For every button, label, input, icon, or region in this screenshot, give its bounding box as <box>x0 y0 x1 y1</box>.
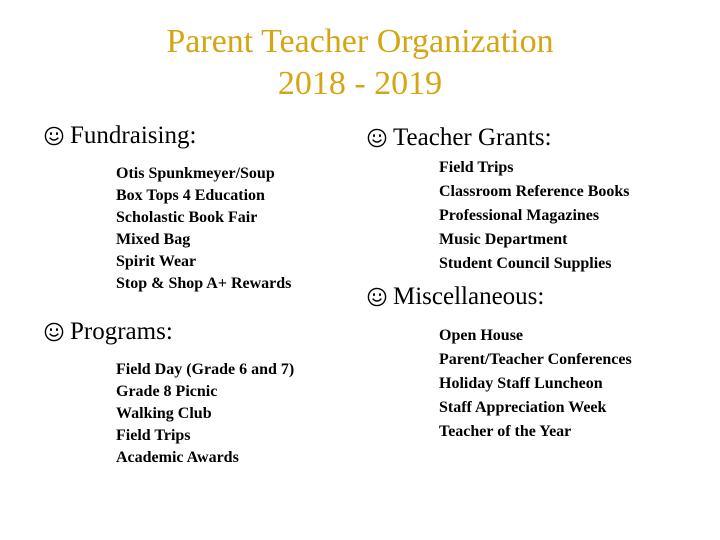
programs-list <box>116 359 294 469</box>
smiley-face-icon <box>367 128 387 148</box>
list-item: Holiday Staff Luncheon <box>439 375 603 392</box>
page-subtitle-year: 2018 - 2019 <box>277 65 443 102</box>
list-item: Mixed Bag <box>116 231 191 248</box>
list-item: Teacher of the Year <box>439 423 572 440</box>
smiley-face-icon <box>367 287 387 307</box>
list-item: Walking Club <box>116 405 212 422</box>
list-item: Classroom Reference Books <box>439 183 630 200</box>
smiley-face-icon <box>44 126 64 146</box>
teacher-grants-heading <box>367 123 552 153</box>
programs-heading-text: Programs: <box>70 318 173 345</box>
list-item: Field Day (Grade 6 and 7) <box>116 361 295 378</box>
list-item: Staff Appreciation Week <box>439 399 607 416</box>
programs-heading <box>44 317 173 347</box>
list-item: Parent/Teacher Conferences <box>439 351 632 368</box>
miscellaneous-heading-text: Miscellaneous: <box>393 283 545 310</box>
list-item: Box Tops 4 Education <box>116 187 265 204</box>
list-item: Academic Awards <box>116 449 239 466</box>
list-item: Field Trips <box>116 427 191 444</box>
miscellaneous-list <box>439 324 632 444</box>
miscellaneous-heading <box>367 282 544 312</box>
teacher-grants-list <box>439 156 630 276</box>
page-title: Parent Teacher Organization <box>166 23 554 60</box>
fundraising-heading-text: Fundraising: <box>70 122 197 149</box>
list-item: Stop & Shop A+ Rewards <box>116 275 292 292</box>
list-item: Grade 8 Picnic <box>116 383 218 400</box>
list-item: Spirit Wear <box>116 253 197 270</box>
teacher-grants-heading-text: Teacher Grants: <box>393 124 552 151</box>
smiley-face-icon <box>44 322 64 342</box>
list-item: Professional Magazines <box>439 207 600 224</box>
fundraising-heading <box>44 121 196 151</box>
list-item: Student Council Supplies <box>439 255 612 272</box>
list-item: Otis Spunkmeyer/Soup <box>116 165 275 182</box>
list-item: Music Department <box>439 231 568 248</box>
list-item: Field Trips <box>439 159 514 176</box>
list-item: Open House <box>439 327 524 344</box>
list-item: Scholastic Book Fair <box>116 209 258 226</box>
fundraising-list <box>116 163 291 295</box>
